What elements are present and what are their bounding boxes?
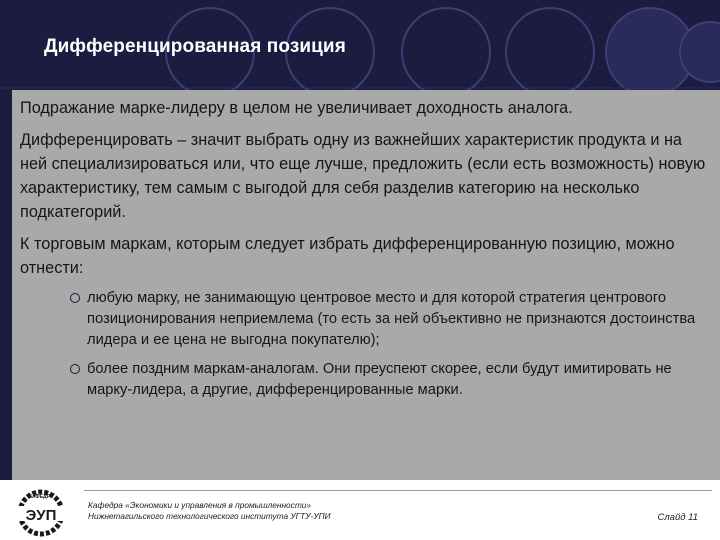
circle-outline-3	[402, 8, 490, 90]
slide-content	[20, 96, 710, 409]
footer-institute-line: Нижнетагильского технологического института УГТУ-УПИ	[88, 511, 331, 521]
slide-footer	[0, 480, 720, 540]
sub-item-2	[20, 359, 710, 401]
paragraph-2: Дифференцировать – значит выбрать одну из важнейших характеристик продукта и на ней специализироваться или, что еще лучше, предложить (если есть возможность) новую характеристику, тем самым с выгодой для себя разделив категорию на несколько подкатегорий.	[20, 131, 706, 221]
sub-item-text: любую марку, не занимающую центровое место и для которой стратегия центрового позиционирования неприемлема (то есть за ней объективно не признаются достоинства лидера и ее цена не выгодна покупателю);	[87, 290, 696, 348]
logo-text: ЭУП	[25, 507, 57, 524]
sub-item-1	[20, 288, 710, 351]
circle-outline-4	[506, 8, 594, 90]
footer-department-line: Кафедра «Экономики и управления в промышленности»	[88, 500, 311, 510]
sub-item-text: более поздним маркам-аналогам. Они преуспеют скорее, если будут имитировать не марку-лидера, а другие, дифференцированные марки.	[87, 361, 672, 398]
slide-number: Слайд 11	[657, 512, 698, 523]
department-logo	[10, 489, 72, 537]
slide-header	[0, 0, 720, 90]
paragraph-1: Подражание марке-лидеру в целом не увеличивает доходность аналога.	[20, 99, 573, 117]
footer-divider	[84, 490, 712, 491]
circle-bullet-icon	[70, 364, 80, 374]
circle-bullet-icon	[70, 293, 80, 303]
slide-title: Дифференцированная позиция	[44, 36, 346, 57]
footer-department	[88, 500, 331, 522]
logo-top-text: КАФЕДРА	[28, 494, 54, 500]
paragraph-3: К торговым маркам, которым следует избрать дифференцированную позицию, можно отнести:	[20, 235, 675, 277]
